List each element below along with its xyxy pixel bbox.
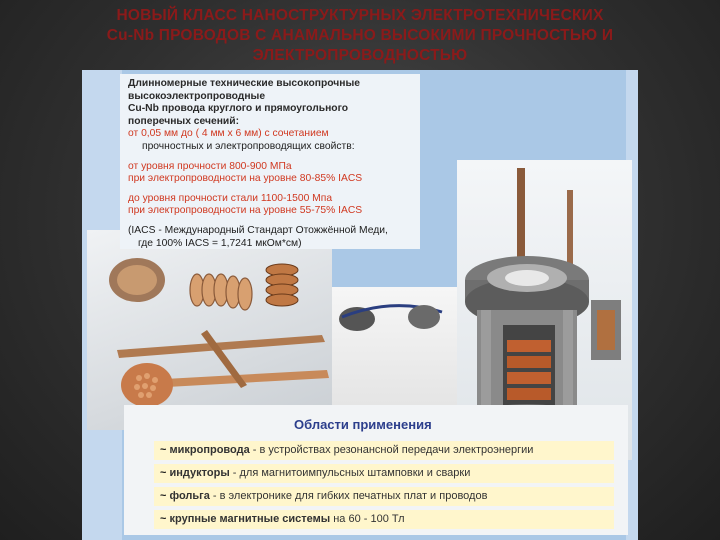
- wire-specs-box: [120, 74, 420, 249]
- spec-line: от 0,05 мм до ( 4 мм х 6 мм) с сочетанием: [128, 128, 329, 140]
- application-desc: - в электронике для гибких печатных плат и проводов: [209, 490, 488, 502]
- slide-title: [30, 6, 690, 66]
- spec-line: при электропроводности на уровне 55-75% IACS: [128, 205, 363, 217]
- spec-line: от уровня прочности 800-900 МПа: [128, 160, 292, 172]
- application-desc: - в устройствах резонансной передачи электроэнергии: [249, 444, 534, 456]
- application-term: фольга: [169, 490, 210, 502]
- application-item: [154, 441, 614, 460]
- applications-title: Области применения: [294, 417, 432, 432]
- content-panel: [82, 70, 638, 540]
- application-item: [154, 487, 614, 506]
- spec-line: прочностных и электропроводящих свойств:: [142, 140, 355, 152]
- title-line-3: ЭЛЕКТРОПРОВОДНОСТЬЮ: [252, 47, 468, 64]
- applications-box: [124, 405, 628, 535]
- application-desc: - для магнитоимпульсных штамповки и сварки: [229, 467, 471, 479]
- spec-line: где 100% IACS = 1,7241 мкОм*см): [138, 237, 302, 249]
- tilde-bullet: ~: [160, 513, 167, 525]
- spec-line: Длинномерные технические высокопрочные высокоэлектропроводные: [128, 78, 361, 102]
- spec-line: при электропроводности на уровне 80-85% IACS: [128, 173, 363, 185]
- wires-photo: [87, 230, 332, 430]
- application-term: крупные магнитные системы: [169, 513, 331, 525]
- application-term: индукторы: [169, 467, 230, 479]
- application-item: [154, 464, 614, 483]
- spec-line: до уровня прочности стали 1100-1500 Мпа: [128, 192, 333, 204]
- application-desc: на 60 - 100 Тл: [330, 513, 405, 525]
- title-line-2: Cu-Nb ПРОВОДОВ С АНАМАЛЬНО ВЫСОКИМИ ПРОЧНОСТЬЮ И: [106, 27, 614, 44]
- spec-line: (IACS - Международный Стандарт Отожжённой Меди,: [128, 224, 388, 236]
- tilde-bullet: ~: [160, 444, 167, 456]
- tilde-bullet: ~: [160, 490, 167, 502]
- title-line-1: НОВЫЙ КЛАСС НАНОСТРУКТУРНЫХ ЭЛЕКТРОТЕХНИЧЕСКИХ: [116, 7, 604, 24]
- applications-list: [154, 441, 614, 533]
- application-item: [154, 510, 614, 529]
- spec-line: Cu-Nb провода круглого и прямоугольного поперечных сечений:: [128, 103, 349, 127]
- tilde-bullet: ~: [160, 467, 167, 479]
- application-term: микропровода: [169, 444, 250, 456]
